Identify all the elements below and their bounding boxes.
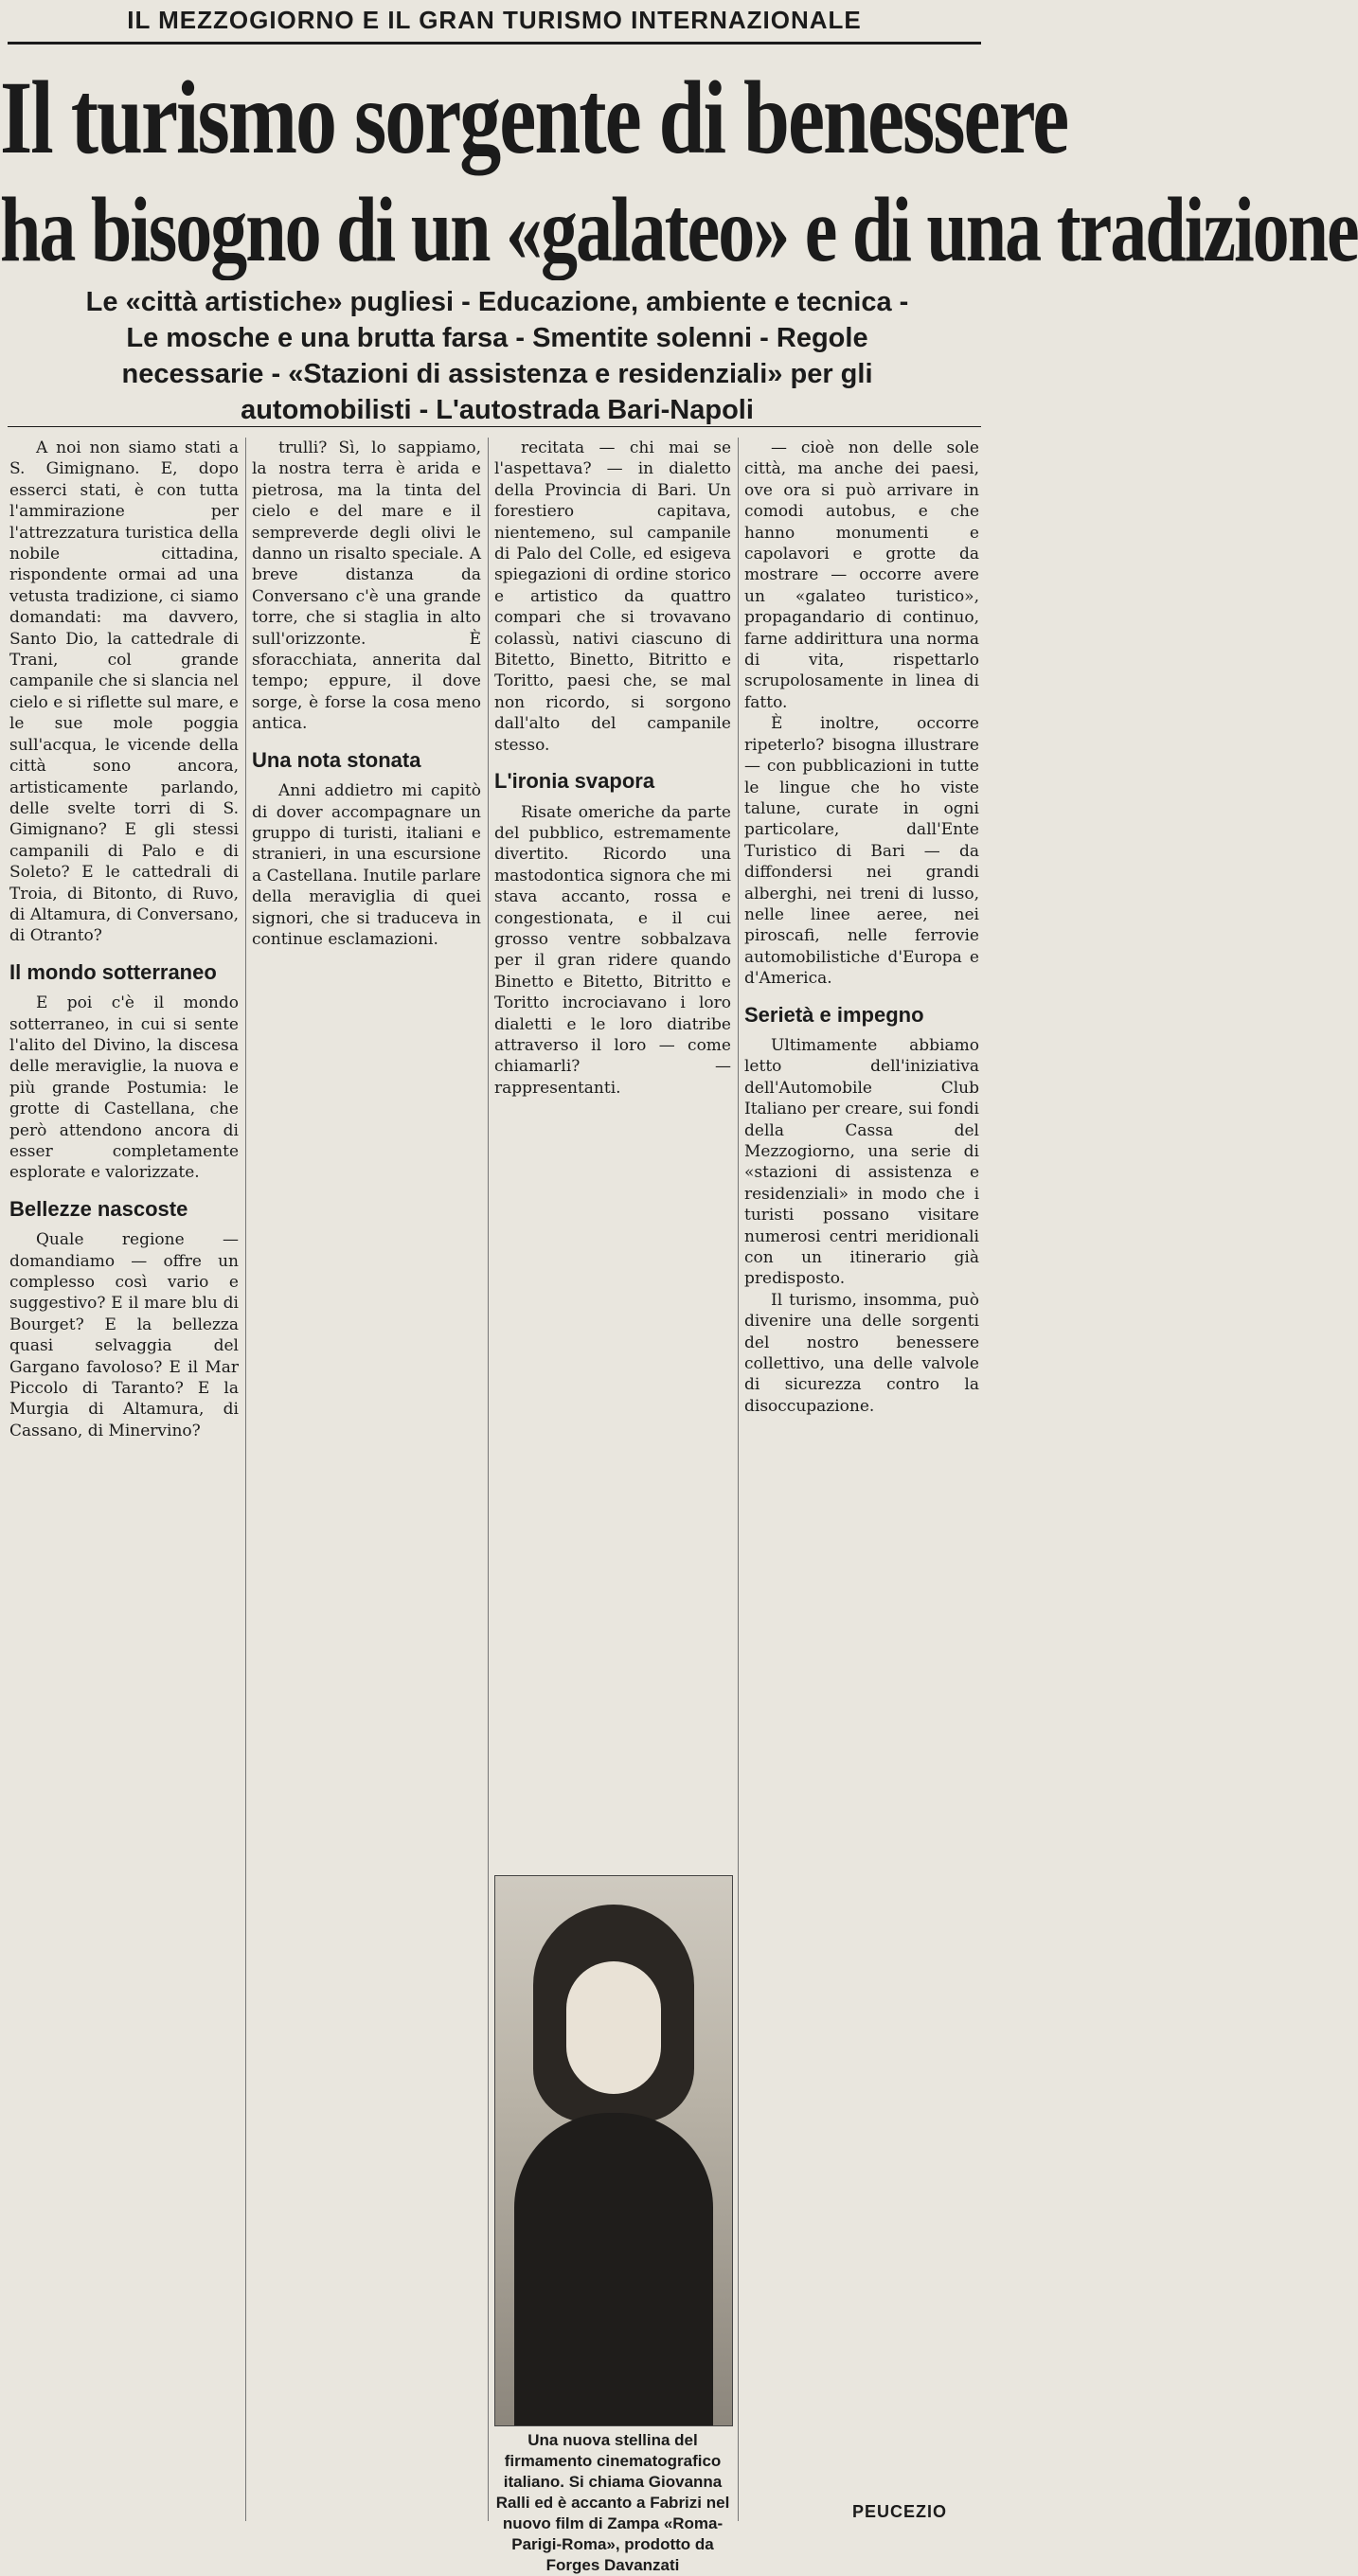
article-paragraph: Quale regione — domandiamo — offre un complesso così vario e suggestivo? E il mare blu di Bourget? E la bellezza quasi selvaggia del Gargano favoloso? E il Mar Piccolo di Taranto? E la Murgia di Altamura, di Cassano, di Minervino? xyxy=(9,1230,239,1440)
article-column-1 xyxy=(9,438,239,2521)
headline-line-2: ha bisogno di un «galateo» e di una tradizione xyxy=(0,177,1358,280)
section-heading: L'ironia svapora xyxy=(494,769,655,794)
article-paragraph: recitata — chi mai se l'aspettava? — in dialetto della Provincia di Bari. Un forestiero capitava, nientemeno, sul campanile di Palo del Colle, ed esigeva spiegazioni di ordine storico e artistico da quattro compari che si trovavano colassù, nativi ciascuno di Bitetto, Binetto, Bitritto e Toritto, paesi che, se mal non ricordo, si sorgono dall'alto del campanile stesso. xyxy=(494,438,731,755)
section-kicker: IL MEZZOGIORNO E IL GRAN TURISMO INTERNAZIONALE xyxy=(127,6,862,34)
article-column-2 xyxy=(252,438,481,2521)
article-column-4 xyxy=(744,438,979,2521)
column-rule xyxy=(738,438,739,2521)
photo-caption: Una nuova stellina del firmamento cinematografico italiano. Si chiama Giovanna Ralli ed è accanto a Fabrizi nel nuovo film di Zampa «Roma-Parigi-Roma», prodotto da Forges Davanzati xyxy=(495,2431,730,2574)
article-paragraph: trulli? Sì, lo sappiamo, la nostra terra è arida e pietrosa, ma la tinta del cielo e del mare e il sempreverde degli olivi le danno un risalto speciale. A breve distanza da Conversano c'è una grande torre, che si staglia in alto sull'orizzonte. È sforacchiata, annerita dal tempo; eppure, il dove sorge, è forse la cosa meno antica. xyxy=(252,438,481,734)
author-signature: PEUCEZIO xyxy=(852,2502,948,2521)
deck-rule xyxy=(8,426,981,427)
article-paragraph: Ultimamente abbiamo letto dell'iniziativa dell'Automobile Club Italiano per creare, sui fondi della Cassa del Mezzogiorno, una serie di «stazioni di assistenza e residenziali» in modo che i turisti possano visitare numerosi centri meridionali con un itinerario già predisposto. xyxy=(744,1035,979,1289)
headline-line-1: Il turismo sorgente di benessere xyxy=(0,61,1068,176)
section-heading: Il mondo sotterraneo xyxy=(9,959,217,984)
column-rule xyxy=(488,438,489,2521)
article-column-3 xyxy=(494,438,731,1858)
actress-photo xyxy=(494,1875,733,2426)
top-rule xyxy=(8,42,981,45)
article-paragraph: A noi non siamo stati a S. Gimignano. E, dopo esserci stati, è con tutta l'ammirazione per l'attrezzatura turistica della nobile cittadina, rispondente ormai ad una vetusta tradizione, ci siamo domandati: ma davvero, Santo Dio, la cattedrale di Trani, col grande campanile che si slancia nel cielo e si riflette sul mare, e le sue mole poggia sull'acqua, le vicende della città sono ancora, artisticamente parlando, delle svelte torri di S. Gimignano? E gli stessi campanili di Palo e di Soleto? E le cattedrali di Troia, di Bitonto, di Ruvo, di Altamura, di Conversano, di Otranto? xyxy=(9,438,239,946)
section-heading: Una nota stonata xyxy=(252,747,421,772)
section-heading: Serietà e impegno xyxy=(744,1002,924,1027)
article-paragraph: Anni addietro mi capitò di dover accompagnare un gruppo di turisti, italiani e stranieri, in una escursione a Castellana. Inutile parlare della meraviglia di quei signori, che si traduceva in continue esclamazioni. xyxy=(252,781,481,949)
article-paragraph: E poi c'è il mondo sotterraneo, in cui si sente l'alito del Divino, la discesa delle meraviglie, la nuova e più grande Postumia: le grotte di Castellana, che però attendono ancora di esser completamente esplorate e valorizzate. xyxy=(9,993,239,1183)
article-paragraph: Il turismo, insomma, può divenire una delle sorgenti del nostro benessere collettivo, una delle valvole di sicurezza contro la disoccupazione. xyxy=(744,1290,979,1416)
column-rule xyxy=(245,438,246,2521)
article-paragraph: Risate omeriche da parte del pubblico, estremamente divertito. Ricordo una mastodontica signora che mi stava accanto, rossa e congestionata, e il cui grosso ventre sobbalzava per il gran ridere quando Binetto e Bitetto, Bitritto e Toritto incrociavano i loro dialetti e le loro diatribe attraverso il loro — come chiamarli? — rappresentanti. xyxy=(494,802,731,1098)
article-paragraph: — cioè non delle sole città, ma anche dei paesi, ove ora si può arrivare in comodi autobus, e che hanno monumenti e capolavori e grotte da mostrare — occorre avere un «galateo turistico», propagandario di continuo, farne addirittura una norma di vita, rispettarlo scrupolosamente in linea di fatto. xyxy=(744,438,979,712)
subheadline-deck: Le «città artistiche» pugliesi - Educazione, ambiente e tecnica - Le mosche e una brutta farsa - Smentite solenni - Regole necessarie - «Stazioni di assistenza e residenziali» per gli automobilisti - L'autostrada Bari-Napoli xyxy=(85,287,909,425)
section-heading: Bellezze nascoste xyxy=(9,1196,188,1221)
article-paragraph: È inoltre, occorre ripeterlo? bisogna illustrare — con pubblicazioni in tutte le lingue che ho viste talune, curate in ogni particolare, dall'Ente Turistico di Bari — da diffondersi nei grandi alberghi, nei treni di lusso, nelle linee aeree, nei piroscafi, nelle ferrovie automobilistiche d'Europa e d'America. xyxy=(744,714,979,989)
